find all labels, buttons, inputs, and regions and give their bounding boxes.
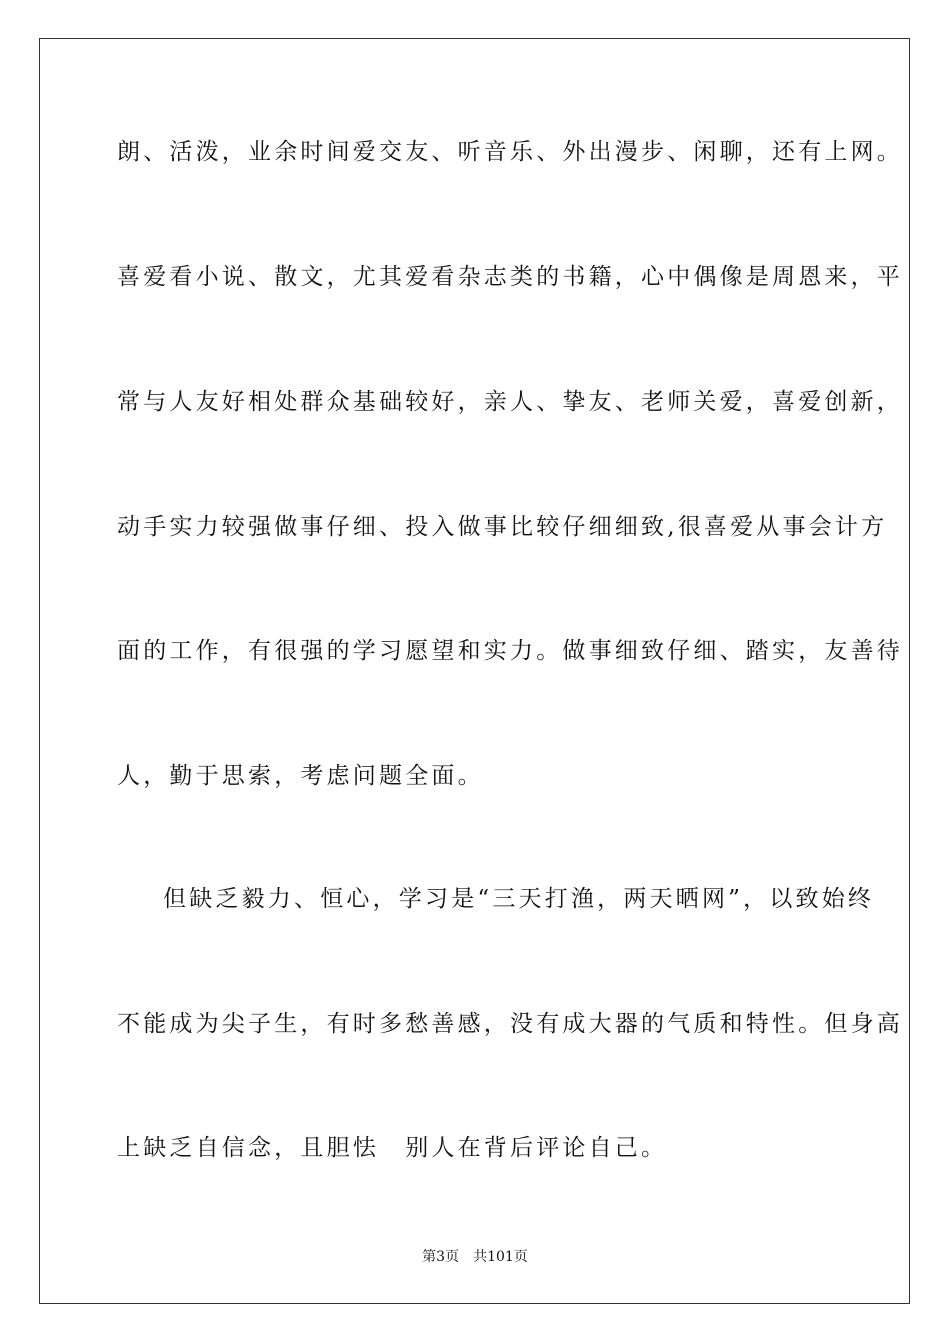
page-footer: [0, 1248, 950, 1266]
text-line-2: 喜爱看小说、散文，尤其爱看杂志类的书籍，心中偶像是周恩来，平: [117, 264, 903, 290]
text-line-3: 常与人友好相处群众基础较好，亲人、挚友、老师关爱，喜爱创新，: [117, 389, 903, 415]
text-line-5: 面的工作，有很强的学习愿望和实力。做事细致仔细、踏实，友善待: [117, 638, 903, 664]
page-number: 第3页: [422, 1249, 460, 1265]
text-line-6: 人，勤于思索，考虑问题全面。: [117, 763, 484, 789]
page-border: [39, 38, 910, 1304]
text-line-7-paragraph-start: 但缺乏毅力、恒心，学习是“三天打渔，两天晒网”，以致始终: [163, 886, 875, 912]
text-line-1: 朗、活泼，业余时间爱交友、听音乐、外出漫步、闲聊，还有上网。: [117, 139, 903, 165]
text-line-9: 上缺乏自信念，且胆怯 别人在背后评论自己。: [117, 1135, 668, 1161]
text-line-8: 不能成为尖子生，有时多愁善感，没有成大器的气质和特性。但身高: [117, 1011, 903, 1037]
page-total: 共101页: [473, 1249, 528, 1265]
text-line-4: 动手实力较强做事仔细、投入做事比较仔细细致,很喜爱从事会计方: [117, 514, 888, 540]
